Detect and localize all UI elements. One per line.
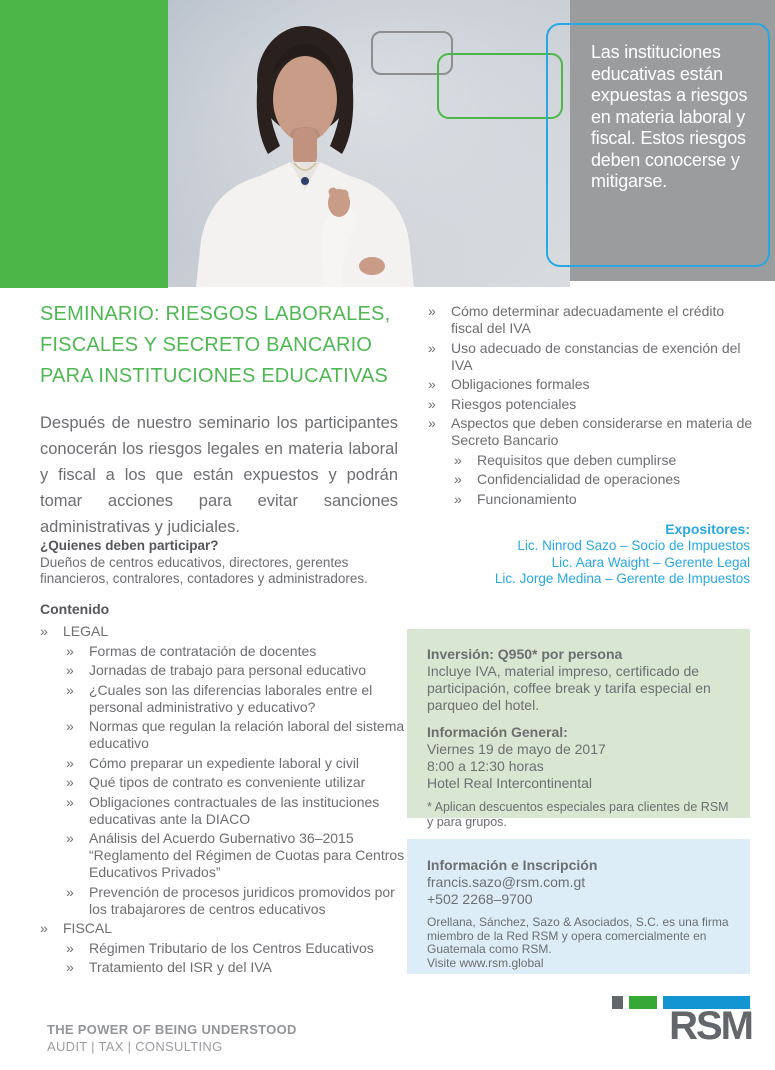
woman-presenter-illustration (168, 0, 570, 287)
content-heading: Contenido (40, 601, 110, 617)
investment-info-box (407, 629, 750, 829)
guillemet-bullet-icon: » (66, 642, 74, 659)
list-item-label: Uso adecuado de constancias de exención del IVA (451, 339, 741, 373)
list-item (40, 920, 405, 937)
seminar-photo (168, 0, 570, 287)
registration-heading: Información e Inscripción (427, 857, 598, 873)
event-time: 8:00 a 12:30 horas (427, 758, 544, 774)
brand-tagline: THE POWER OF BEING UNDERSTOOD (47, 1022, 297, 1037)
list-item-label: Cómo preparar un expediente laboral y civil (89, 754, 360, 771)
list-item-label: LEGAL (63, 623, 109, 639)
speakers-heading: Expositores: (665, 521, 750, 537)
list-item-label: Obligaciones contractuales de las instituciones educativas ante la DIACO (89, 793, 380, 827)
list-item (40, 623, 405, 640)
guillemet-bullet-icon: » (66, 939, 74, 956)
list-item (40, 682, 405, 716)
guillemet-bullet-icon: » (66, 681, 74, 698)
list-item (428, 376, 755, 393)
website-link[interactable]: Visite www.rsm.global (427, 955, 544, 970)
list-item (428, 471, 755, 488)
guillemet-bullet-icon: » (40, 623, 48, 639)
list-item-label: Prevención de procesos juridicos promovidos por los trabajarores de centros educativos (89, 883, 395, 917)
who-should-attend-text: Dueños de centros educativos, directores, gerentes financieros, contralores, contadores y administradores. (40, 555, 368, 586)
list-item (428, 340, 755, 374)
list-item (40, 884, 405, 918)
guillemet-bullet-icon: » (66, 959, 74, 975)
risk-callout-text: Las instituciones educativas están expuestas a riesgos en materia laboral y fiscal. Estos riesgos deben conocerse y mitigarse. (591, 42, 748, 191)
who-should-attend-heading: ¿Quienes deben participar? (40, 538, 219, 553)
list-item (40, 959, 405, 976)
list-item (40, 718, 405, 752)
list-item-label: FISCAL (63, 920, 113, 936)
list-item-label: Confidencialidad de operaciones (477, 471, 681, 487)
guillemet-bullet-icon: » (66, 774, 74, 790)
list-item (40, 940, 405, 957)
speaker-name: Lic. Ninrod Sazo – Socio de Impuestos (517, 538, 750, 553)
investment-price-heading: Inversión: Q950* por persona (427, 646, 623, 662)
top-banner (0, 0, 775, 288)
list-item-label: Qué tipos de contrato es conveniente utilizar (89, 774, 366, 790)
list-item (40, 774, 405, 791)
list-item (428, 491, 755, 508)
event-date: Viernes 19 de mayo de 2017 (427, 741, 606, 757)
list-item-label: Cómo determinar adecuadamente el crédito fiscal del IVA (451, 303, 725, 336)
general-info-heading: Información General: (427, 724, 568, 740)
event-venue: Hotel Real Intercontinental (427, 775, 592, 791)
list-item-label: Riesgos potenciales (451, 395, 577, 412)
speaker-name: Lic. Aara Waight – Gerente Legal (551, 554, 750, 570)
guillemet-bullet-icon: » (66, 718, 74, 734)
list-item-label: Jornadas de trabajo para personal educativo (89, 662, 367, 678)
rsm-logo (612, 996, 750, 1056)
list-item (40, 662, 405, 679)
contact-email-link[interactable]: francis.sazo@rsm.com.gt (427, 874, 586, 890)
list-item (40, 830, 405, 881)
brand-services: AUDIT | TAX | CONSULTING (47, 1039, 223, 1054)
rsm-logo-wordmark: RSM (669, 1004, 752, 1048)
list-item-label: Funcionamiento (477, 490, 577, 507)
firm-legal-text: Orellana, Sánchez, Sazo & Asociados, S.C. es una firma miembro de la Red RSM y opera comercialmente en Guatemala como RSM. (427, 915, 729, 956)
list-item (428, 396, 755, 413)
registration-info-box (407, 839, 750, 974)
list-item-label: Formas de contratación de docentes (89, 642, 317, 659)
guillemet-bullet-icon: » (66, 883, 74, 900)
discount-note: * Aplican descuentos especiales para clientes de RSM y para grupos. (427, 800, 729, 829)
guillemet-bullet-icon: » (454, 451, 462, 468)
deco-rounded-rect-green (437, 53, 563, 119)
speaker-name: Lic. Jorge Medina – Gerente de Impuestos (494, 571, 750, 586)
guillemet-bullet-icon: » (428, 303, 436, 319)
speakers-block (420, 521, 750, 588)
investment-price-description: Incluye IVA, material impreso, certificado de participación, coffee break y tarifa especial en parqueo del hotel. (427, 663, 711, 713)
list-item-label: Aspectos que deben considerarse en materia de Secreto Bancario (451, 415, 753, 448)
speakers-list (420, 538, 750, 588)
guillemet-bullet-icon: » (428, 339, 436, 356)
guillemet-bullet-icon: » (454, 471, 462, 487)
rsm-logo-green-block (629, 996, 657, 1009)
green-accent-block (0, 0, 168, 288)
list-item-label: Requisitos que deben cumplirse (477, 451, 677, 468)
list-item (428, 452, 755, 469)
guillemet-bullet-icon: » (66, 662, 74, 678)
list-item (428, 415, 755, 449)
list-item (40, 643, 405, 660)
list-item (40, 794, 405, 828)
guillemet-bullet-icon: » (66, 793, 74, 810)
list-item (40, 755, 405, 772)
list-item-label: Régimen Tributario de los Centros Educativos (89, 939, 374, 956)
guillemet-bullet-icon: » (454, 490, 462, 507)
guillemet-bullet-icon: » (40, 920, 48, 936)
guillemet-bullet-icon: » (66, 830, 74, 846)
guillemet-bullet-icon: » (428, 415, 436, 431)
list-item-label: Normas que regulan la relación laboral del sistema educativo (89, 718, 405, 751)
list-item-label: Obligaciones formales (451, 376, 590, 392)
content-list-fiscal-topics (428, 303, 755, 510)
list-item (428, 303, 755, 337)
list-item-label: ¿Cuales son las diferencias laborales entre el personal administrativo y educativo? (89, 681, 373, 715)
contact-phone: +502 2268–9700 (427, 891, 533, 907)
guillemet-bullet-icon: » (428, 376, 436, 392)
content-list-legal-fiscal (40, 623, 405, 979)
seminar-title: SEMINARIO: RIESGOS LABORALES, FISCALES Y SECRETO BANCARIO PARA INSTITUCIONES EDUCATIVAS (40, 303, 391, 387)
seminar-intro-paragraph: Después de nuestro seminario los participantes conocerán los riesgos legales en materia laboral y fiscal a los que están expuestos y podrán tomar acciones para evitar sanciones administrativas y judiciales. (40, 414, 398, 536)
rsm-logo-gray-block (612, 996, 623, 1009)
list-item-label: Tratamiento del ISR y del IVA (89, 959, 272, 975)
guillemet-bullet-icon: » (66, 754, 74, 771)
guillemet-bullet-icon: » (428, 395, 436, 412)
list-item-label: Análisis del Acuerdo Gubernativo 36–2015 “Reglamento del Régimen de Cuotas para Centros Educativos Privados” (89, 830, 405, 880)
